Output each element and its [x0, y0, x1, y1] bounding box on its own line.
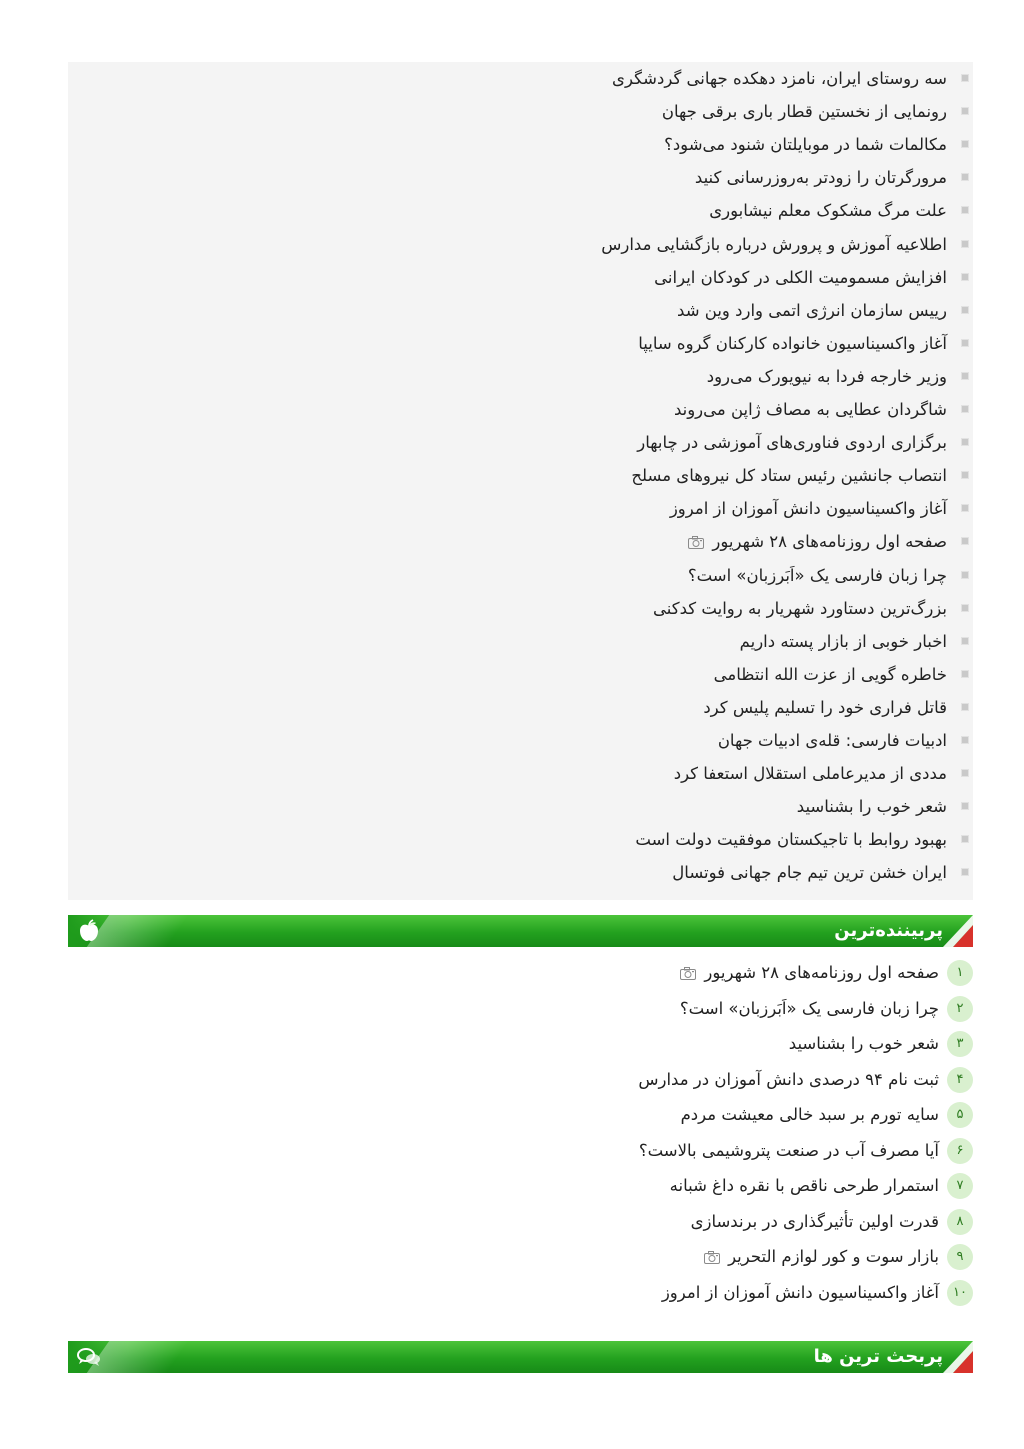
- most-viewed-item[interactable]: [638, 1065, 964, 1095]
- apple-icon: [76, 918, 102, 944]
- news-item[interactable]: [709, 194, 947, 227]
- news-item[interactable]: [664, 128, 947, 161]
- camera-icon: [688, 536, 704, 549]
- most-viewed-item-title[interactable]: استمرار طرحی ناقص با نقره داغ شبانه: [669, 1176, 939, 1195]
- most-viewed-item[interactable]: [669, 1171, 964, 1201]
- news-item[interactable]: [631, 459, 947, 492]
- most-viewed-item-title[interactable]: سایه تورم بر سبد خالی معیشت مردم: [680, 1105, 939, 1124]
- news-item[interactable]: [653, 592, 947, 625]
- bullet-icon: [961, 868, 969, 876]
- bullet-icon: [961, 273, 969, 281]
- bullet-icon: [961, 107, 969, 115]
- most-viewed-item-title[interactable]: قدرت اولین تأثیرگذاری در برندسازی: [690, 1211, 939, 1231]
- news-item[interactable]: [740, 625, 947, 658]
- news-item[interactable]: [670, 492, 947, 525]
- bullet-icon: [961, 504, 969, 512]
- rank-badge: ۱۰: [947, 1280, 973, 1306]
- most-viewed-item-title[interactable]: چرا زبان فارسی یک «اَبَرزبان» است؟: [679, 998, 939, 1018]
- news-item-title[interactable]: رونمایی از نخستین قطار باری برقی جهان: [661, 102, 947, 122]
- most-viewed-item-title[interactable]: شعر خوب را بشناسید: [788, 1034, 939, 1053]
- most-discussed-header: [68, 1341, 973, 1373]
- news-item-title[interactable]: افزایش مسمومیت الکلی در کودکان ایرانی: [654, 267, 947, 287]
- news-item-title[interactable]: آغاز واکسیناسیون دانش آموزان از امروز: [669, 499, 947, 519]
- news-item-title[interactable]: مددی از مدیرعاملی استقلال استعفا کرد: [673, 764, 947, 784]
- most-viewed-panel: [68, 948, 973, 1328]
- bullet-icon: [961, 206, 969, 214]
- news-item[interactable]: [612, 62, 947, 95]
- corner-ribbon-icon: [941, 1341, 973, 1373]
- news-item-title[interactable]: صفحه اول روزنامه‌های ۲۸ شهریور: [712, 532, 947, 552]
- rank-badge: ۷: [947, 1173, 973, 1199]
- news-item[interactable]: [674, 393, 947, 426]
- rank-badge: ۲: [947, 996, 973, 1022]
- news-item-title[interactable]: شعر خوب را بشناسید: [796, 797, 947, 817]
- most-viewed-item-title[interactable]: آیا مصرف آب در صنعت پتروشیمی بالاست؟: [638, 1140, 939, 1160]
- rank-badge: ۸: [947, 1209, 973, 1235]
- bullet-icon: [961, 571, 969, 579]
- most-viewed-item-title[interactable]: ثبت نام ۹۴ درصدی دانش آموزان در مدارس: [638, 1069, 939, 1089]
- news-item-title[interactable]: بهبود روابط با تاجیکستان موفقیت دولت است: [635, 830, 947, 850]
- news-item[interactable]: [672, 856, 947, 889]
- news-item[interactable]: [638, 327, 947, 360]
- bullet-icon: [961, 670, 969, 678]
- rank-badge: ۹: [947, 1244, 973, 1270]
- news-item-title[interactable]: سه روستای ایران، نامزد دهکده جهانی گردشگری: [612, 69, 947, 88]
- bullet-icon: [961, 471, 969, 479]
- bullet-icon: [961, 637, 969, 645]
- most-viewed-item[interactable]: [679, 994, 964, 1024]
- news-item-title[interactable]: بزرگ‌ترین دستاورد شهریار به روایت کدکنی: [653, 598, 947, 618]
- news-item[interactable]: [674, 757, 947, 790]
- news-item[interactable]: [662, 95, 947, 128]
- most-viewed-item[interactable]: [690, 1207, 964, 1237]
- news-item-title[interactable]: مکالمات شما در موبایلتان شنود می‌شود؟: [664, 135, 947, 155]
- bullet-icon: [961, 173, 969, 181]
- news-item[interactable]: [688, 559, 947, 592]
- news-item-title[interactable]: آغاز واکسیناسیون خانواده کارکنان گروه سایپا: [638, 333, 947, 353]
- bullet-icon: [961, 140, 969, 148]
- rank-badge: ۳: [947, 1031, 973, 1057]
- news-item[interactable]: [637, 426, 947, 459]
- most-viewed-item[interactable]: [680, 1100, 964, 1130]
- bullet-icon: [961, 306, 969, 314]
- news-item[interactable]: [714, 658, 947, 691]
- most-viewed-item[interactable]: [638, 1136, 964, 1166]
- most-viewed-item[interactable]: [788, 1029, 964, 1059]
- most-discussed-title: پربحث ترین ها: [813, 1346, 943, 1367]
- news-item[interactable]: [654, 261, 947, 294]
- most-viewed-item-title[interactable]: بازار سوت و کور لوازم التحریر: [728, 1247, 939, 1266]
- latest-news-panel: [68, 62, 973, 900]
- news-item-title[interactable]: رییس سازمان انرژی اتمی وارد وین شد: [677, 300, 947, 320]
- news-item[interactable]: [688, 525, 947, 558]
- news-item-title[interactable]: انتصاب جانشین رئیس ستاد کل نیروهای مسلح: [631, 466, 947, 486]
- news-item-title[interactable]: ایران خشن ترین تیم جام جهانی فوتسال: [672, 863, 947, 883]
- bullet-icon: [961, 339, 969, 347]
- bullet-icon: [961, 703, 969, 711]
- corner-ribbon-icon: [941, 915, 973, 947]
- rank-badge: ۴: [947, 1067, 973, 1093]
- camera-icon: [680, 967, 696, 980]
- news-item-title[interactable]: اخبار خوبی از بازار پسته داریم: [739, 631, 947, 651]
- bullet-icon: [961, 835, 969, 843]
- bullet-icon: [961, 438, 969, 446]
- news-item[interactable]: [695, 161, 947, 194]
- camera-icon: [704, 1251, 720, 1264]
- news-item-title[interactable]: برگزاری اردوی فناوری‌های آموزشی در چابهار: [637, 433, 947, 453]
- news-item-title[interactable]: خاطره گویی از عزت الله انتظامی: [713, 664, 947, 684]
- bullet-icon: [961, 372, 969, 380]
- most-viewed-item-title[interactable]: آغاز واکسیناسیون دانش آموزان از امروز: [661, 1282, 939, 1302]
- news-item[interactable]: [635, 823, 947, 856]
- bullet-icon: [961, 240, 969, 248]
- most-viewed-item-title[interactable]: صفحه اول روزنامه‌های ۲۸ شهریور: [704, 963, 939, 982]
- rank-badge: ۱: [947, 960, 973, 986]
- bullet-icon: [961, 604, 969, 612]
- bullet-icon: [961, 769, 969, 777]
- news-item-title[interactable]: شاگردان عطایی به مصاف ژاپن می‌روند: [673, 400, 947, 419]
- chat-bubbles-icon: [76, 1344, 102, 1370]
- most-viewed-title: پربیننده‌ترین: [834, 920, 943, 941]
- most-viewed-item[interactable]: [661, 1278, 967, 1308]
- news-item[interactable]: [677, 294, 947, 327]
- bullet-icon: [961, 405, 969, 413]
- most-viewed-item[interactable]: [680, 958, 964, 988]
- bullet-icon: [961, 802, 969, 810]
- news-item[interactable]: [707, 360, 947, 393]
- news-item-title[interactable]: قاتل فراری خود را تسلیم پلیس کرد: [703, 697, 947, 717]
- news-item-title[interactable]: علت مرگ مشکوک معلم نیشابوری: [709, 201, 947, 221]
- news-item[interactable]: [797, 790, 947, 823]
- bullet-icon: [961, 537, 969, 545]
- news-item-title[interactable]: اطلاعیه آموزش و پرورش درباره بازگشایی مدارس: [601, 234, 947, 254]
- news-item-title[interactable]: ادبیات فارسی: قله‌ی ادبیات جهان: [717, 731, 947, 750]
- most-viewed-item[interactable]: [704, 1242, 964, 1272]
- news-item[interactable]: [703, 691, 947, 724]
- bullet-icon: [961, 736, 969, 744]
- rank-badge: ۶: [947, 1138, 973, 1164]
- bullet-icon: [961, 74, 969, 82]
- news-item-title[interactable]: چرا زبان فارسی یک «اَبَرزبان» است؟: [687, 565, 947, 585]
- most-viewed-header: [68, 915, 973, 947]
- news-item[interactable]: [601, 228, 947, 261]
- rank-badge: ۵: [947, 1102, 973, 1128]
- news-item-title[interactable]: مرورگرتان را زودتر به‌روزرسانی کنید: [694, 168, 947, 188]
- news-item-title[interactable]: وزیر خارجه فردا به نیویورک می‌رود: [706, 366, 947, 386]
- news-item[interactable]: [718, 724, 947, 757]
